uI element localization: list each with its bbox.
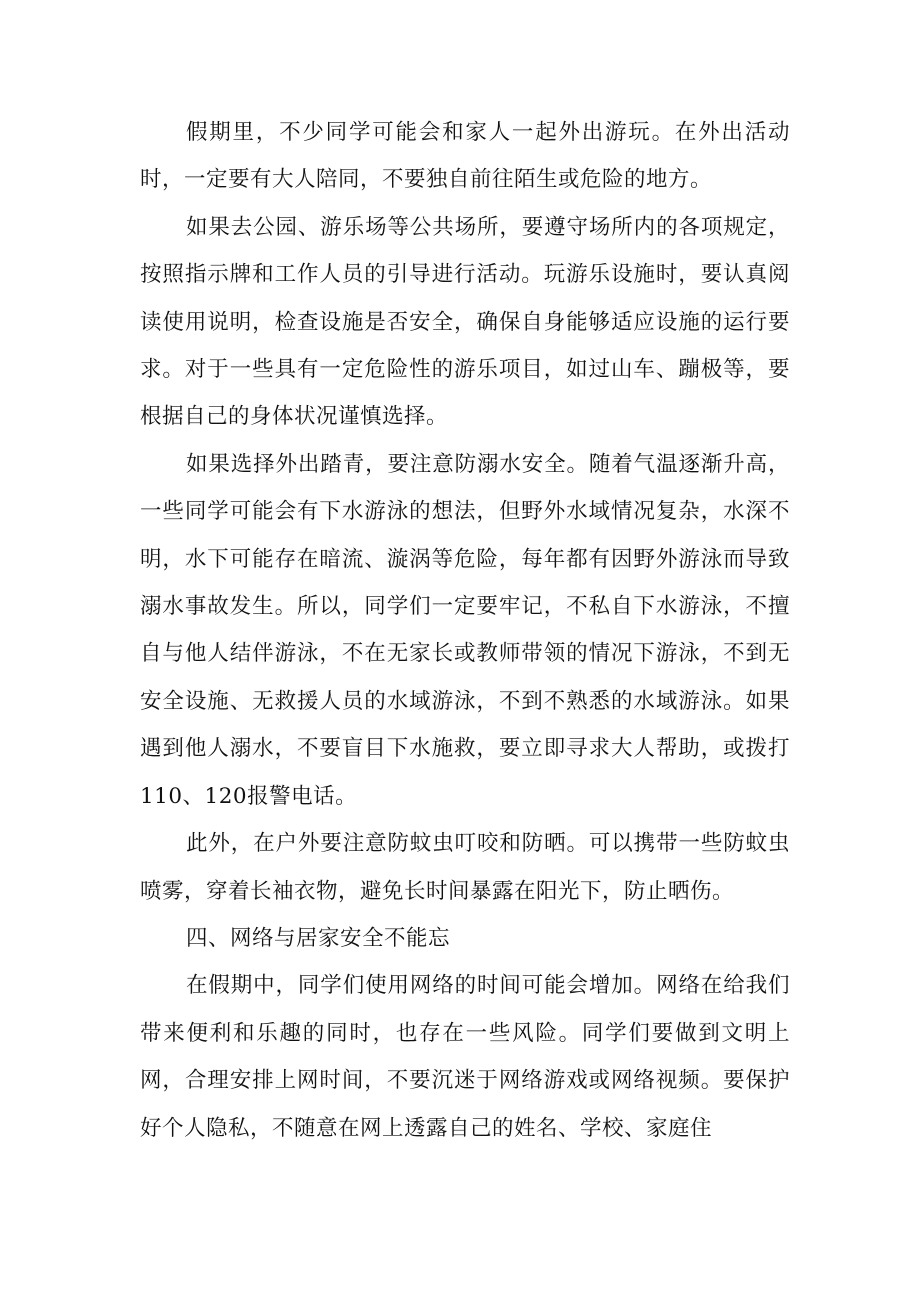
paragraph-insects-sun: 此外，在户外要注意防蚊虫叮咬和防晒。可以携带一些防蚊虫喷雾，穿着长袖衣物，避免长时间暴露在阳光下，防止晒伤。 xyxy=(140,831,790,904)
paragraph-internet-safety: 在假期中，同学们使用网络的时间可能会增加。网络在给我们带来便利和乐趣的同时，也存在一些风险。同学们要做到文明上网，合理安排上网时间，不要沉迷于网络游戏或网络视频。要保护好个人隐私，不随意在网上透露自己的姓名、学校、家庭住 xyxy=(140,973,790,1141)
document-page xyxy=(140,109,790,1152)
paragraph-public-places: 如果去公园、游乐场等公共场所，要遵守场所内的各项规定，按照指示牌和工作人员的引导进行活动。玩游乐设施时，要认真阅读使用说明，检查设施是否安全，确保自身能够适应设施的运行要求。对于一些具有一定危险性的游乐项目，如过山车、蹦极等，要根据自己的身体状况谨慎选择。 xyxy=(140,214,790,430)
paragraph-drowning-prevention: 如果选择外出踏青，要注意防溺水安全。随着气温逐渐升高，一些同学可能会有下水游泳的想法，但野外水域情况复杂，水深不明，水下可能存在暗流、漩涡等危险，每年都有因野外游泳而导致溺水事故发生。所以，同学们一定要牢记，不私自下水游泳，不擅自与他人结伴游泳，不在无家长或教师带领的情况下游泳，不到无安全设施、无救援人员的水域游泳，不到不熟悉的水域游泳。如果遇到他人溺水，不要盲目下水施救，要立即寻求大人帮助，或拨打110、120报警电话。 xyxy=(140,451,790,809)
paragraph-outing-safety: 假期里，不少同学可能会和家人一起外出游玩。在外出活动时，一定要有大人陪同，不要独自前往陌生或危险的地方。 xyxy=(140,120,790,193)
section-heading: 四、网络与居家安全不能忘 xyxy=(186,925,451,951)
